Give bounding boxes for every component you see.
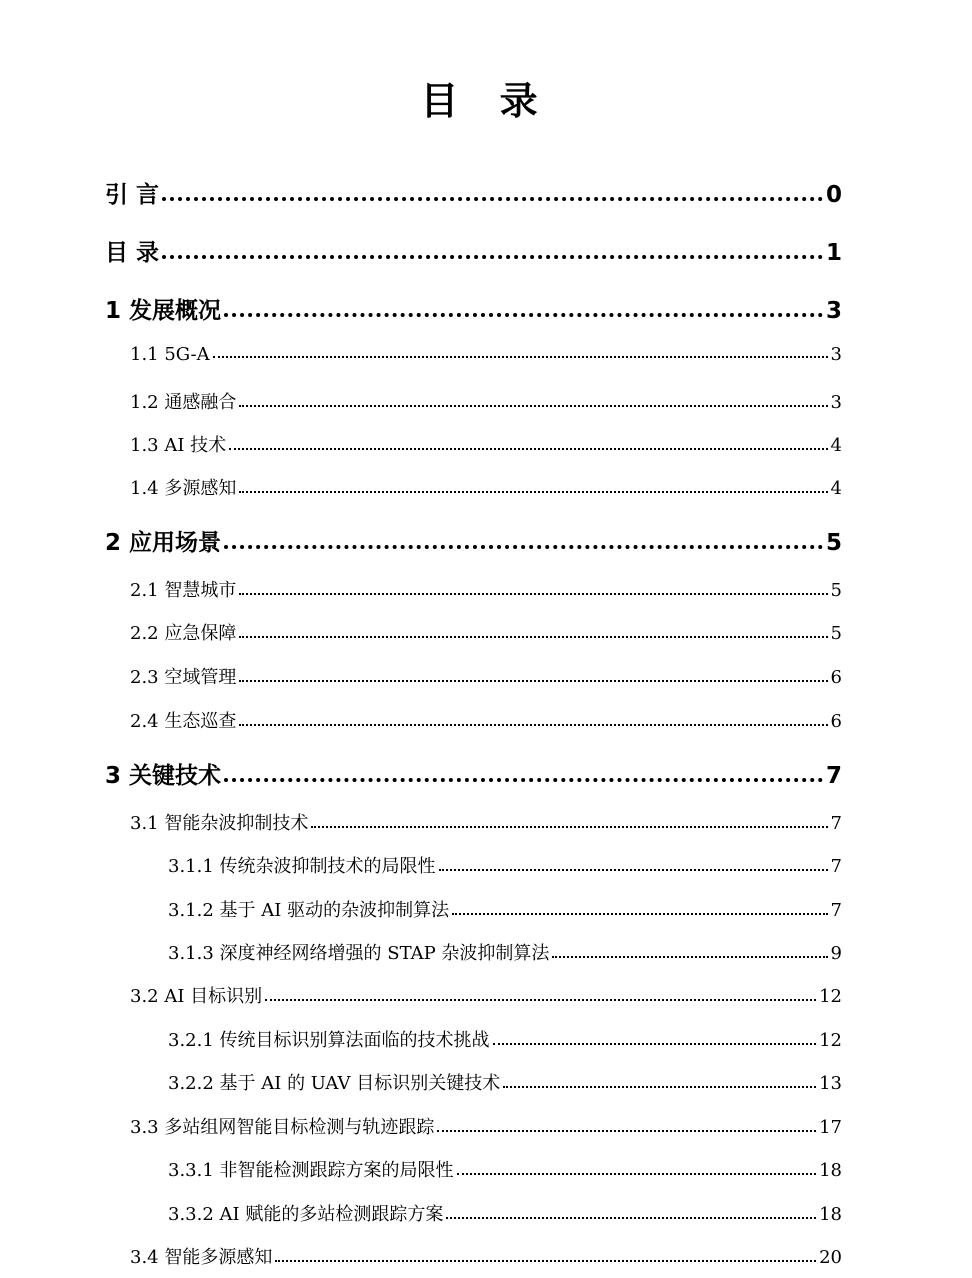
toc-entry[interactable] — [168, 939, 842, 965]
toc-entry-label: 3.1.1 传统杂波抑制技术的局限性 — [168, 856, 436, 877]
toc-entry[interactable] — [105, 524, 842, 557]
toc-page-number: 7 — [830, 856, 842, 877]
toc-page-number: 20 — [819, 1247, 842, 1268]
toc-dot-leader — [552, 956, 827, 958]
toc-page-number: 1 — [825, 240, 842, 266]
toc-dot-leader — [224, 313, 823, 317]
toc-dot-leader — [457, 1173, 817, 1175]
toc-entry-label: 3.3.1 非智能检测跟踪方案的局限性 — [168, 1160, 454, 1181]
toc-page-number: 18 — [819, 1160, 842, 1181]
toc-entry-label: 2.3 空域管理 — [130, 667, 237, 688]
toc-entry[interactable] — [130, 1243, 842, 1269]
toc-page-number: 18 — [819, 1204, 842, 1225]
toc-dot-leader — [439, 869, 828, 871]
page-title: 目 录 — [420, 79, 552, 123]
toc-entry[interactable] — [130, 619, 842, 645]
toc-entry[interactable] — [168, 852, 842, 878]
toc-entry-label: 3.1.3 深度神经网络增强的 STAP 杂波抑制算法 — [168, 943, 550, 964]
toc-entry-label: 目 录 — [105, 240, 160, 266]
toc-entry[interactable] — [130, 344, 842, 365]
toc-dot-leader — [503, 1086, 816, 1088]
toc-entry[interactable] — [105, 292, 842, 325]
toc-dot-leader — [229, 448, 827, 450]
toc-entry[interactable] — [130, 576, 842, 602]
toc-entry-label: 2.4 生态巡查 — [130, 711, 237, 732]
toc-dot-leader — [162, 197, 823, 201]
toc-entry-label: 2 应用场景 — [105, 530, 222, 556]
toc-entry-label: 2.1 智慧城市 — [130, 580, 237, 601]
toc-entry[interactable] — [105, 757, 842, 790]
toc-entry-label: 3.1.2 基于 AI 驱动的杂波抑制算法 — [168, 900, 450, 921]
toc-entry[interactable] — [130, 388, 842, 414]
toc-entry-label: 3.4 智能多源感知 — [130, 1247, 273, 1268]
toc-entry[interactable] — [130, 474, 842, 500]
toc-entry-label: 3.2.1 传统目标识别算法面临的技术挑战 — [168, 1030, 490, 1051]
toc-dot-leader — [493, 1043, 817, 1045]
toc-dot-leader — [275, 1260, 816, 1262]
toc-entry-label: 3 关键技术 — [105, 763, 222, 789]
toc-page-number: 3 — [825, 298, 842, 324]
toc-dot-leader — [239, 491, 827, 493]
toc-dot-leader — [239, 593, 827, 595]
toc-page-number: 3 — [830, 344, 842, 365]
toc-entry[interactable] — [168, 1026, 842, 1052]
toc-page-number: 12 — [819, 986, 842, 1007]
toc-page-number: 9 — [830, 943, 842, 964]
toc-dot-leader — [446, 1217, 816, 1219]
toc-dot-leader — [239, 680, 827, 682]
toc-page-number: 7 — [830, 813, 842, 834]
toc-entry[interactable] — [168, 1200, 842, 1226]
toc-page-number: 5 — [825, 530, 842, 556]
toc-dot-leader — [224, 778, 823, 782]
toc-dot-leader — [452, 913, 827, 915]
toc-entry[interactable] — [130, 707, 842, 733]
toc-entry[interactable] — [168, 1069, 842, 1095]
toc-entry[interactable] — [130, 1113, 842, 1139]
toc-page-number: 7 — [830, 900, 842, 921]
toc-dot-leader — [162, 255, 823, 259]
toc-dot-leader — [239, 724, 827, 726]
toc-page-number: 17 — [819, 1117, 842, 1138]
toc-entry-label: 3.3 多站组网智能目标检测与轨迹跟踪 — [130, 1117, 435, 1138]
toc-dot-leader — [311, 826, 827, 828]
toc-entry-label: 2.2 应急保障 — [130, 623, 237, 644]
toc-dot-leader — [239, 636, 827, 638]
toc-entry-label: 引 言 — [105, 182, 160, 208]
toc-page-number: 12 — [819, 1030, 842, 1051]
toc-entry-label: 3.3.2 AI 赋能的多站检测跟踪方案 — [168, 1204, 444, 1225]
toc-entry-label: 3.1 智能杂波抑制技术 — [130, 813, 309, 834]
toc-entry-label: 1.3 AI 技术 — [130, 435, 227, 456]
toc-dot-leader — [437, 1130, 816, 1132]
toc-page-number: 0 — [825, 182, 842, 208]
toc-entry[interactable] — [130, 982, 842, 1008]
toc-dot-leader — [224, 545, 823, 549]
toc-dot-leader — [213, 356, 828, 358]
toc-page-number: 4 — [830, 435, 842, 456]
toc-entry-label: 1.2 通感融合 — [130, 392, 237, 413]
toc-dot-leader — [239, 405, 827, 407]
toc-entry[interactable] — [105, 176, 842, 209]
toc-page-number: 7 — [825, 763, 842, 789]
toc-page-number: 13 — [819, 1073, 842, 1094]
toc-entry-label: 1.1 5G-A — [130, 344, 210, 365]
toc-entry-label: 3.2.2 基于 AI 的 UAV 目标识别关键技术 — [168, 1073, 501, 1094]
toc-entry-label: 1 发展概况 — [105, 298, 222, 324]
toc-page-number: 3 — [830, 392, 842, 413]
toc-entry[interactable] — [105, 234, 842, 267]
toc-page-number: 5 — [830, 580, 842, 601]
toc-page-number: 6 — [830, 711, 842, 732]
toc-entry[interactable] — [130, 663, 842, 689]
toc-page-number: 5 — [830, 623, 842, 644]
toc-dot-leader — [265, 999, 816, 1001]
toc-entry-label: 3.2 AI 目标识别 — [130, 986, 263, 1007]
toc-entry-label: 1.4 多源感知 — [130, 478, 237, 499]
toc-entry[interactable] — [168, 1156, 842, 1182]
toc-entry[interactable] — [130, 431, 842, 457]
toc-page-number: 6 — [830, 667, 842, 688]
toc-page-number: 4 — [830, 478, 842, 499]
toc-entry[interactable] — [168, 896, 842, 922]
toc-entry[interactable] — [130, 809, 842, 835]
